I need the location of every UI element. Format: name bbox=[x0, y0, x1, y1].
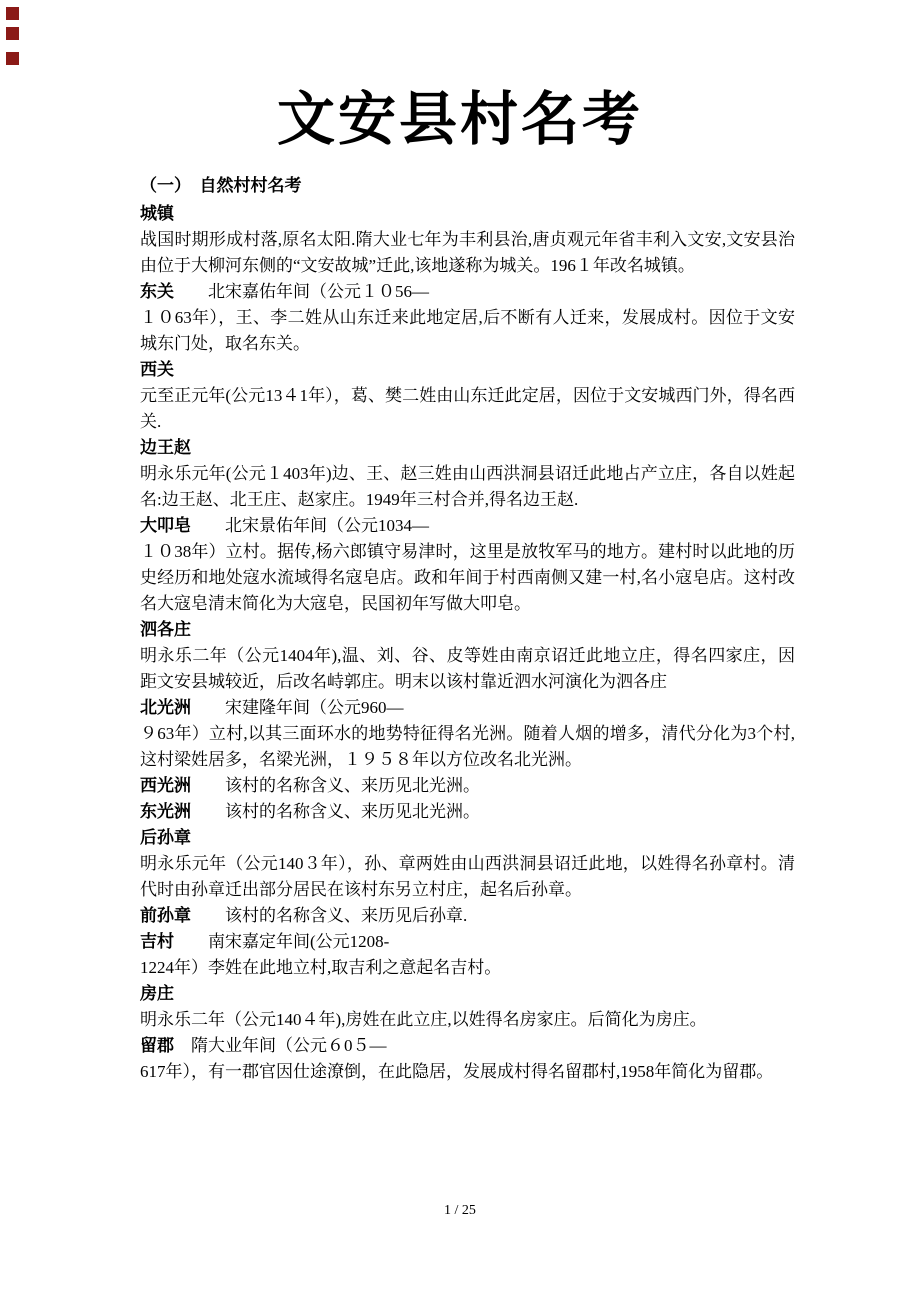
paragraph-text: 明永乐元年(公元１403年)边、王、赵三姓由山西洪洞县诏迁此地占产立庄，各自以姓起名:边王赵、北王庄、赵家庄。1949年三村合并,得名边王赵. bbox=[140, 463, 795, 509]
paragraph-text: 该村的名称含义、来历见后孙章. bbox=[191, 905, 468, 925]
red-marker-icon bbox=[6, 7, 19, 20]
paragraph-text: 该村的名称含义、来历见北光洲。 bbox=[191, 775, 480, 795]
paragraph-text: 元至正元年(公元13４1年），葛、樊二姓由山东迁此定居，因位于文安城西门外，得名西关. bbox=[140, 385, 795, 431]
document-body bbox=[140, 201, 795, 1085]
paragraph-text: 北宋景佑年间（公元1034— bbox=[191, 515, 429, 535]
paragraph-text: 明永乐二年（公元1404年),温、刘、谷、皮等姓由南京诏迁此地立庄，得名四家庄，因距文安县城较近，后改名峙郭庄。明末以该村靠近泗水河演化为泗各庄 bbox=[140, 645, 795, 691]
village-name: 房庄 bbox=[140, 983, 174, 1003]
village-name: 大叩皂 bbox=[140, 515, 191, 535]
paragraph bbox=[140, 1007, 795, 1033]
section-heading: （一） 自然村村名考 bbox=[140, 175, 302, 195]
paragraph bbox=[140, 617, 795, 643]
village-name: 留郡 bbox=[140, 1035, 174, 1055]
paragraph bbox=[140, 357, 795, 383]
village-name: 泗各庄 bbox=[140, 619, 191, 639]
paragraph bbox=[140, 851, 795, 903]
paragraph-text: 1224年）李姓在此地立村,取吉利之意起名吉村。 bbox=[140, 957, 502, 977]
paragraph bbox=[140, 981, 795, 1007]
paragraph bbox=[140, 643, 795, 695]
paragraph-text: 北宋嘉佑年间（公元１０56— bbox=[174, 281, 429, 301]
village-name: 后孙章 bbox=[140, 827, 191, 847]
document-content bbox=[140, 173, 795, 1085]
paragraph bbox=[140, 383, 795, 435]
paragraph bbox=[140, 773, 795, 799]
paragraph-text: １０38年）立村。据传,杨六郎镇守易津时，这里是放牧军马的地方。建村时以此地的历史经历和地处寇水流域得名寇皂店。政和年间于村西南侧又建一村,名小寇皂店。这村改名大寇皂清末简化为大寇皂，民国初年写做大叩皂。 bbox=[140, 541, 795, 613]
paragraph bbox=[140, 955, 795, 981]
paragraph bbox=[140, 539, 795, 617]
paragraph bbox=[140, 513, 795, 539]
paragraph bbox=[140, 227, 795, 279]
paragraph-text: ９63年）立村,以其三面环水的地势特征得名光洲。随着人烟的增多，清代分化为3个村,这村梁姓居多，名梁光洲，１９５８年以方位改名北光洲。 bbox=[140, 723, 795, 769]
village-name: 东关 bbox=[140, 281, 174, 301]
paragraph bbox=[140, 1059, 795, 1085]
red-marker-icon bbox=[6, 52, 19, 65]
paragraph-text: １０63年），王、李二姓从山东迁来此地定居,后不断有人迁来，发展成村。因位于文安城东门处，取名东关。 bbox=[140, 307, 795, 353]
paragraph-text: 战国时期形成村落,原名太阳.隋大业七年为丰利县治,唐贞观元年省丰利入文安,文安县治由位于大柳河东侧的“文安故城”迁此,该地遂称为城关。196１年改名城镇。 bbox=[140, 229, 795, 275]
village-name: 前孙章 bbox=[140, 905, 191, 925]
page-number: 1 / 25 bbox=[444, 1203, 476, 1218]
village-name: 北光洲 bbox=[140, 697, 191, 717]
document-title: 文安县村名考 bbox=[276, 85, 643, 153]
village-name: 东光洲 bbox=[140, 801, 191, 821]
paragraph bbox=[140, 799, 795, 825]
paragraph bbox=[140, 695, 795, 721]
paragraph bbox=[140, 305, 795, 357]
paragraph bbox=[140, 461, 795, 513]
village-name: 边王赵 bbox=[140, 437, 191, 457]
village-name: 西关 bbox=[140, 359, 174, 379]
paragraph bbox=[140, 903, 795, 929]
paragraph bbox=[140, 435, 795, 461]
paragraph-text: 明永乐元年（公元140３年），孙、章两姓由山西洪洞县诏迁此地，以姓得名孙章村。清代时由孙章迁出部分居民在该村东另立村庄，起名后孙章。 bbox=[140, 853, 795, 899]
paragraph bbox=[140, 825, 795, 851]
paragraph bbox=[140, 721, 795, 773]
paragraph bbox=[140, 929, 795, 955]
paragraph-text: 617年），有一郡官因仕途潦倒，在此隐居，发展成村得名留郡村,1958年简化为留郡。 bbox=[140, 1061, 774, 1081]
paragraph bbox=[140, 201, 795, 227]
village-name: 吉村 bbox=[140, 931, 174, 951]
paragraph bbox=[140, 1033, 795, 1059]
paragraph-text: 隋大业年间（公元６0５— bbox=[174, 1035, 387, 1055]
village-name: 城镇 bbox=[140, 203, 174, 223]
paragraph-text: 明永乐二年（公元140４年),房姓在此立庄,以姓得名房家庄。后简化为房庄。 bbox=[140, 1009, 707, 1029]
paragraph bbox=[140, 279, 795, 305]
village-name: 西光洲 bbox=[140, 775, 191, 795]
paragraph-text: 宋建隆年间（公元960— bbox=[191, 697, 404, 717]
paragraph-text: 南宋嘉定年间(公元1208- bbox=[174, 931, 390, 951]
paragraph-text: 该村的名称含义、来历见北光洲。 bbox=[191, 801, 480, 821]
red-marker-icon bbox=[6, 27, 19, 40]
